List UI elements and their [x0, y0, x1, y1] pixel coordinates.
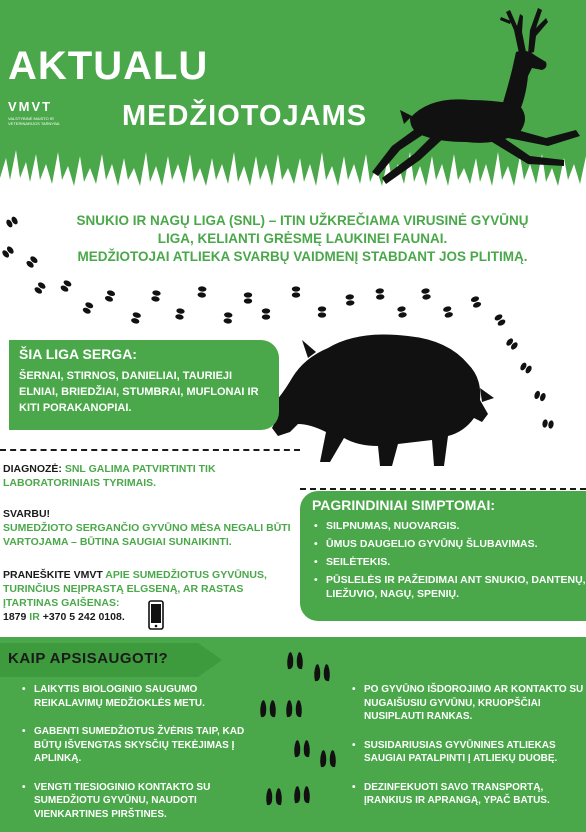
phone-period: .: [121, 611, 125, 623]
diagnosis-block: [3, 462, 303, 490]
protection-item: • SUSIDARIUSIAS GYVŪNINES ATLIEKAS SAUGIAI PATALPINTI Į ATLIEKŲ DUOBĘ.: [352, 739, 586, 766]
diagnosis-text: SNL GALIMA PATVIRTINTI TIK LABORATORINIAIS TYRIMAIS.: [3, 463, 216, 489]
header-banner: [0, 0, 586, 205]
protection-list-left: [22, 683, 267, 821]
boar-icon: [268, 328, 498, 470]
divider-dashed-left: [0, 449, 300, 451]
divider-dashed-right: [300, 488, 586, 490]
phone-connector: IR: [29, 611, 40, 623]
logo-subtitle: VALSTYBINĖ MAISTO IR VETERINARIJOS TARNYBA: [8, 116, 60, 126]
report-label: PRANEŠKITE VMVT: [3, 569, 103, 581]
susceptible-list: ŠERNAI, STIRNOS, DANIELIAI, TAURIEJI ELNIAI, BRIEDŽIAI, STUMBRAI, MUFLONAI IR KITI PORAKANOPIAI.: [19, 370, 259, 414]
report-text: APIE SUMEDŽIOTUS GYVŪNUS, TURINČIUS NEĮPRASTĄ ELGSENĄ, AR RASTAS ĮTARTINAS GAIŠENAS:: [3, 569, 267, 609]
important-label: SVARBU!: [3, 508, 51, 520]
protection-item: • DEZINFEKUOTI SAVO TRANSPORTĄ, ĮRANKIUS IR APRANGĄ, YPAČ BATUS.: [352, 781, 586, 808]
protection-list-right: [352, 683, 586, 808]
symptoms-title: PAGRINDINIAI SIMPTOMAI:: [312, 497, 496, 513]
important-text: SUMEDŽIOTO SERGANČIO GYVŪNO MĖSA NEGALI BŪTI VARTOJAMA – BŪTINA SAUGIAI SUNAIKINTI.: [3, 522, 291, 548]
protection-item: • PO GYVŪNO IŠDOROJIMO AR KONTAKTO SU NUGAIŠUSIU GYVŪNU, KRUOPŠČIAI NUSIPLAUTI RANKAS.: [352, 683, 586, 724]
intro-line-1: SNUKIO IR NAGŲ LIGA (SNL) – ITIN UŽKREČIAMA VIRUSINĖ GYVŪNŲ: [76, 213, 529, 228]
susceptible-title: ŠIA LIGA SERGA:: [19, 346, 137, 362]
symptoms-list: [312, 519, 586, 601]
symptom-item: • SEILĖTEKIS.: [326, 555, 586, 569]
phone-icon: [148, 600, 164, 630]
intro-text: [30, 212, 575, 266]
protection-title: KAIP APSISAUGOTI?: [8, 650, 169, 667]
intro-line-2: LIGA, KELIANTI GRĖSMĘ LAUKINEI FAUNAI.: [157, 231, 448, 246]
title-sub: MEDŽIOTOJAMS: [122, 100, 368, 132]
vmvt-logo: [8, 99, 78, 126]
diagnosis-label: DIAGNOZĖ:: [3, 463, 62, 475]
protection-item: • VENGTI TIESIOGINIO KONTAKTO SU SUMEDŽIOTU GYVŪNU, NAUDOTI VIENKARTINES PIRŠTINES.: [22, 781, 267, 822]
protection-item: • LAIKYTIS BIOLOGINIO SAUGUMO REIKALAVIMŲ MEDŽIOKLĖS METU.: [22, 683, 267, 710]
hoofprint-icon: [260, 652, 336, 805]
phone-long[interactable]: +370 5 242 0108: [42, 611, 122, 623]
phone-short[interactable]: 1879: [3, 611, 27, 623]
symptom-item: • PŪSLELĖS IR PAŽEIDIMAI ANT SNUKIO, DANTENŲ, LIEŽUVIO, NAGŲ, SPENIŲ.: [326, 573, 586, 601]
symptom-item: • SILPNUMAS, NUOVARGIS.: [326, 519, 586, 533]
susceptible-animals-box: [9, 340, 279, 430]
logo-text: VMVT: [8, 99, 53, 114]
intro-line-3: MEDŽIOTOJAI ATLIEKA SVARBŲ VAIDMENĮ STABDANT JOS PLITIMĄ.: [77, 249, 528, 264]
title-main: AKTUALU: [8, 44, 209, 88]
important-block: [3, 507, 303, 549]
deer-icon: [370, 0, 586, 190]
symptom-item: • ŪMUS DAUGELIO GYVŪNŲ ŠLUBAVIMAS.: [326, 537, 586, 551]
symptoms-box: [300, 491, 586, 621]
protection-item: • GABENTI SUMEDŽIOTUS ŽVĖRIS TAIP, KAD BŪTŲ IŠVENGTAS SKYSČIŲ TEKĖJIMAS Į APLINKĄ.: [22, 725, 267, 766]
